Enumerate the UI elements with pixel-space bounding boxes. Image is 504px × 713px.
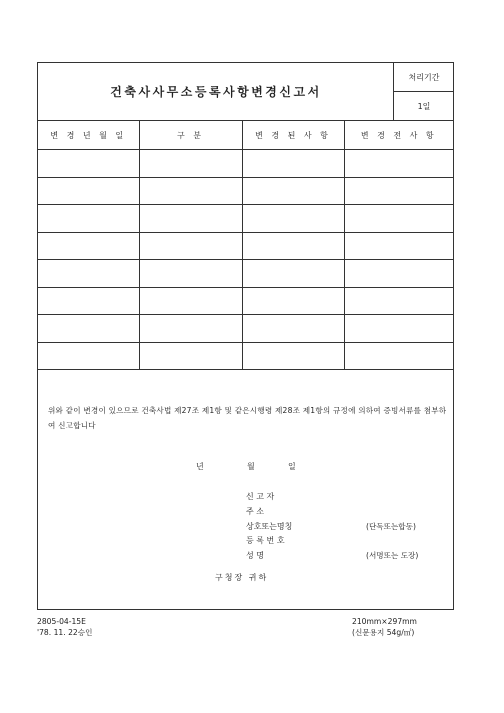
table-cell[interactable] — [242, 287, 344, 315]
table-cell[interactable] — [139, 260, 242, 288]
table-cell[interactable] — [38, 287, 139, 315]
declaration-section — [38, 369, 453, 609]
table-header-row — [38, 121, 453, 150]
table-cell[interactable] — [139, 177, 242, 205]
table-cell[interactable] — [344, 315, 453, 343]
table-cell[interactable] — [242, 342, 344, 370]
table-cell[interactable] — [38, 260, 139, 288]
addressee: 구청장 귀하 — [215, 573, 269, 582]
processing-period-label: 처리기간 — [394, 63, 454, 92]
table-cell[interactable] — [139, 205, 242, 233]
header-category: 구 분 — [139, 121, 242, 150]
table-cell[interactable] — [242, 232, 344, 260]
declaration-text: 위와 같이 변경이 있으므로 건축사법 제27조 제1항 및 같은시행령 제28조 제1항의 규정에 의하여 증빙서류를 첨부하여 신고합니다 — [48, 406, 447, 430]
date-year-label: 년 — [196, 462, 204, 471]
trade-name-label: 상호또는명칭 — [246, 522, 293, 531]
table-cell[interactable] — [242, 150, 344, 178]
date-day-label: 일 — [288, 462, 296, 471]
header-previous-items: 변 경 전 사 항 — [344, 121, 453, 150]
approval-date: '78. 11. 22승인 — [37, 628, 93, 637]
table-cell[interactable] — [139, 150, 242, 178]
table-row — [38, 150, 453, 178]
name-label: 성 명 — [246, 551, 264, 560]
signature-note: (서명또는 도장) — [366, 551, 419, 560]
table-cell[interactable] — [139, 342, 242, 370]
table-cell[interactable] — [38, 315, 139, 343]
table-cell[interactable] — [139, 315, 242, 343]
registration-number-label: 등 록 번 호 — [246, 536, 285, 545]
table-row — [38, 260, 453, 288]
form-frame — [37, 62, 454, 610]
form-code: 2805-04-15E — [37, 617, 86, 626]
table-cell[interactable] — [38, 205, 139, 233]
paper-size: 210mm×297mm — [352, 617, 417, 626]
table-row — [38, 177, 453, 205]
trade-name-note: (단독또는합동) — [366, 522, 416, 531]
table-cell[interactable] — [38, 150, 139, 178]
title-cell — [38, 63, 394, 121]
change-table — [38, 121, 453, 370]
table-cell[interactable] — [344, 150, 453, 178]
header-change-date: 변 경 년 월 일 — [38, 121, 139, 150]
table-cell[interactable] — [242, 315, 344, 343]
table-cell[interactable] — [242, 177, 344, 205]
table-cell[interactable] — [38, 177, 139, 205]
table-cell[interactable] — [139, 287, 242, 315]
table-row — [38, 205, 453, 233]
address-label: 주 소 — [246, 507, 264, 516]
table-cell[interactable] — [139, 232, 242, 260]
table-cell[interactable] — [38, 232, 139, 260]
table-cell[interactable] — [344, 287, 453, 315]
table-row — [38, 287, 453, 315]
table-cell[interactable] — [344, 260, 453, 288]
table-cell[interactable] — [344, 177, 453, 205]
date-month-label: 월 — [247, 462, 255, 471]
table-row — [38, 342, 453, 370]
table-cell[interactable] — [38, 342, 139, 370]
reporter-label: 신 고 자 — [246, 492, 275, 501]
table-cell[interactable] — [242, 260, 344, 288]
processing-period-value: 1일 — [394, 92, 454, 121]
table-cell[interactable] — [344, 232, 453, 260]
table-cell[interactable] — [242, 205, 344, 233]
table-row — [38, 315, 453, 343]
form-title: 건축사사무소등록사항변경신고서 — [110, 85, 322, 99]
header-changed-items: 변 경 된 사 항 — [242, 121, 344, 150]
table-cell[interactable] — [344, 205, 453, 233]
paper-spec: (신문용지 54g/㎡) — [352, 628, 415, 637]
table-cell[interactable] — [344, 342, 453, 370]
table-row — [38, 232, 453, 260]
